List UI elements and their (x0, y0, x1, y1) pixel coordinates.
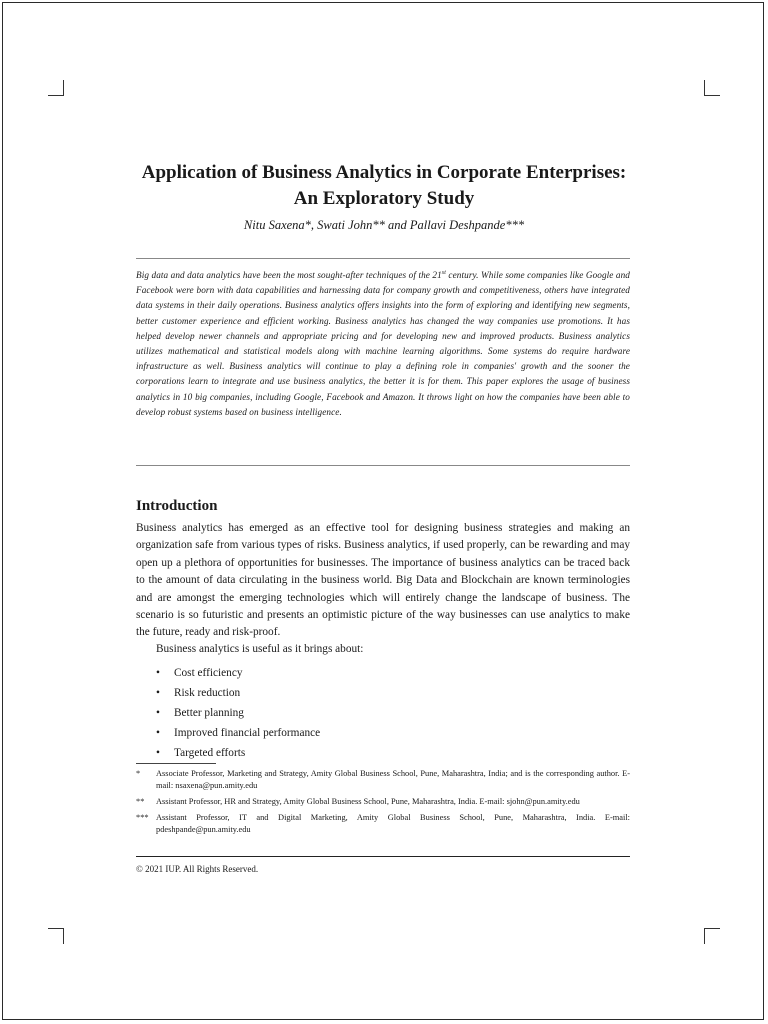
bullet-list-lead: Business analytics is useful as it brings about: (156, 643, 364, 655)
footnote (136, 796, 630, 808)
list-item-text: Cost efficiency (174, 667, 243, 679)
crop-mark-bottom-left (48, 928, 64, 944)
footer-rule (136, 856, 630, 857)
list-item (156, 683, 320, 703)
bullet-icon: • (156, 667, 160, 679)
list-item-text: Risk reduction (174, 687, 241, 699)
abstract-text-rest: century. While some companies like Google and Facebook were born with data capabilities and harnessing data for company growth and competitiveness, others have integrated data systems in their daily operations. Business analytics offers insights into the form of exploring and identifying new segments, better customer experience and efficient working. Business analytics has changed the way companies use promotions. It has helped develop newer channels and appropriate pricing and for developing new and improved products. Business analytics utilizes mathematical and statistical models along with machine learning algorithms. Some systems do require hardware infrastructure as well. Business analytics will continue to play a defining role in companies' growth and the sooner the corporations learn to integrate and use business analytics, the better it is for them. This paper explores the usage of business analytics in 10 big companies, including Google, Facebook and Amazon. It throws light on how the companies have been able to develop robust systems based on business intelligence. (136, 270, 630, 417)
paper-title: Application of Business Analytics in Corporate Enterprises: An Exploratory Study (141, 161, 627, 209)
list-item-text: Better planning (174, 707, 244, 719)
author-line: Nitu Saxena*, Swati John** and Pallavi Deshpande*** (243, 218, 525, 232)
bullet-icon: • (156, 747, 160, 759)
page-border (2, 2, 764, 1020)
abstract-bottom-rule (136, 465, 630, 466)
footnotes (136, 768, 630, 840)
list-item (156, 743, 320, 763)
bullet-icon: • (156, 707, 160, 719)
list-item (156, 723, 320, 743)
abstract (136, 266, 630, 420)
copyright-notice: © 2021 IUP. All Rights Reserved. (136, 864, 259, 874)
list-item-text: Improved financial performance (174, 727, 321, 739)
bullet-list (156, 663, 320, 763)
footnote-text: Assistant Professor, HR and Strategy, Amity Global Business School, Pune, Maharashtra, India. E-mail: sjohn@pun.amity.edu (156, 797, 580, 806)
footnote (136, 768, 630, 792)
crop-mark-bottom-right (704, 928, 720, 944)
bullet-icon: • (156, 727, 160, 739)
list-item (156, 703, 320, 723)
footnote-mark: *** (136, 813, 149, 822)
section-heading-introduction: Introduction (136, 498, 218, 514)
abstract-superscript: st (441, 270, 446, 276)
footnote (136, 812, 630, 836)
introduction-paragraph: Business analytics has emerged as an effective tool for designing business strategies and making an organization safe from various types of risks. Business analytics, if used properly, can be rewarding and may open up a plethora of opportunities for businesses. The importance of business analytics can be traced back to the amount of data circulating in the business world. Big Data and Blockchain are known terminologies and are amongst the emerging technologies which will entirely change the landscape of business. The scenario is so futuristic and presents an optimistic picture of the way businesses can use analytics to make the future, ready and risk-proof. (136, 522, 630, 639)
crop-mark-top-left (48, 80, 64, 96)
crop-mark-top-right (704, 80, 720, 96)
abstract-top-rule (136, 258, 630, 259)
footnote-text: Assistant Professor, IT and Digital Marketing, Amity Global Business School, Pune, Maharashtra, India. E-mail: pdeshpande@pun.amity.edu (156, 813, 630, 834)
footnote-mark: * (136, 769, 141, 778)
list-item-text: Targeted efforts (174, 747, 246, 759)
bullet-icon: • (156, 687, 160, 699)
list-item (156, 663, 320, 683)
abstract-text-start: Big data and data analytics have been the most sought-after techniques of the 21 (136, 270, 442, 281)
footnote-mark: ** (136, 797, 145, 806)
footnote-rule (136, 763, 216, 764)
footnote-text: Associate Professor, Marketing and Strategy, Amity Global Business School, Pune, Maharashtra, India; and is the corresponding author. E-mail: nsaxena@pun.amity.edu (156, 769, 630, 790)
